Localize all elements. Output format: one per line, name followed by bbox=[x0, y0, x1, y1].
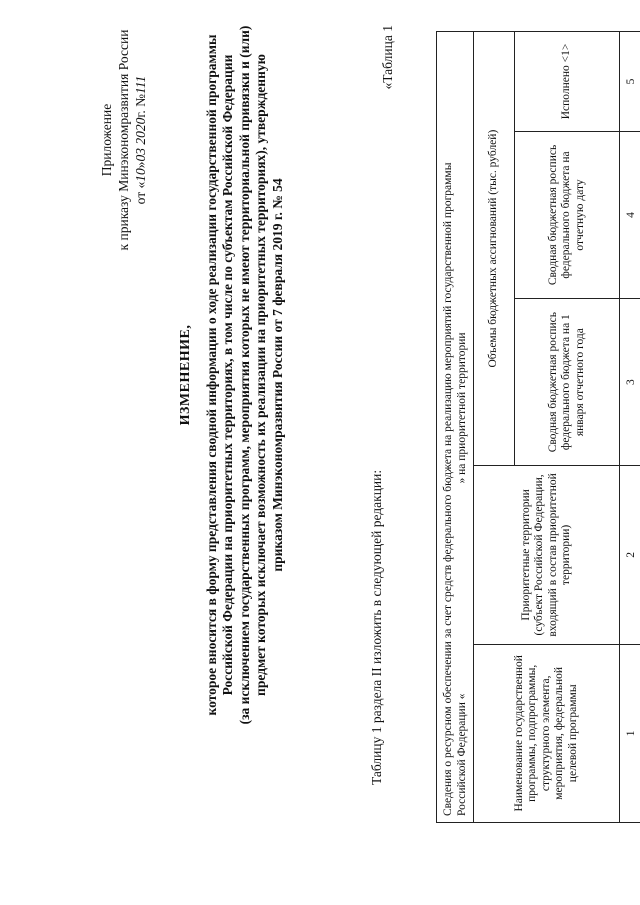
appendix-order-ref: к приказу Минэкономразвития России bbox=[116, 29, 131, 251]
heading-line: предмет которых исключает возможность их реализации на приоритетных территориях), утвержденную bbox=[253, 54, 268, 696]
header-priority-territory: Приоритетные территории (субъект Российской Федерации, входящий в состав приоритетной территории) bbox=[474, 466, 620, 644]
header-executed: Исполнено <1> bbox=[515, 32, 620, 132]
column-number: 1 bbox=[620, 644, 640, 822]
table-caption bbox=[437, 32, 474, 823]
heading-line: которое вносится в форму представления сводной информации о ходе реализации государственной программы bbox=[203, 34, 219, 716]
date-day: 10 bbox=[133, 168, 148, 182]
header-program-name: Наименование государственной программы, подпрограммы, структурного элемента, мероприятия, федеральной целевой программы bbox=[474, 644, 620, 822]
caption-line bbox=[455, 38, 469, 816]
appendix-block bbox=[98, 15, 149, 265]
column-number: 4 bbox=[620, 131, 640, 298]
heading-line: Российской Федерации на приоритетных территориях, в том числе по субъектам Российской Федерации bbox=[220, 54, 235, 696]
header-budget-volumes: Объемы бюджетных ассигнований (тыс. рублей) bbox=[474, 32, 515, 466]
date-mid: » bbox=[133, 161, 148, 169]
header-budget-jan1: Сводная бюджетная роспись федерального бюджета на 1 января отчетного года bbox=[515, 299, 620, 466]
table-caption-row bbox=[437, 32, 474, 823]
document-heading bbox=[178, 15, 286, 735]
table-header-row bbox=[474, 32, 515, 823]
date-prefix: от « bbox=[133, 181, 148, 205]
column-number: 3 bbox=[620, 299, 640, 466]
heading-line: приказом Минэкономразвития России от 7 февраля 2019 г. № 54 bbox=[269, 178, 285, 572]
date-suffix: г. № bbox=[133, 93, 148, 118]
appendix-date-line bbox=[132, 15, 149, 265]
heading-title: ИЗМЕНЕНИЕ, bbox=[178, 324, 193, 426]
column-number: 2 bbox=[620, 466, 640, 644]
heading-line: (за исключением государственных программ, мероприятия которых не имеют территориальной привязки и (или) bbox=[236, 25, 252, 725]
table-label: «Таблица 1 bbox=[380, 25, 395, 90]
header-budget-report-date: Сводная бюджетная роспись федерального бюджета на отчетную дату bbox=[515, 131, 620, 298]
caption-suffix: » на приоритетной территории bbox=[456, 332, 468, 484]
column-number: 5 bbox=[620, 32, 640, 132]
date-month: 03 2020 bbox=[133, 117, 148, 162]
appendix-title: Приложение bbox=[99, 103, 114, 177]
caption-prefix: Российской Федерации « bbox=[456, 693, 468, 816]
intro-text: Таблицу 1 раздела II изложить в следующей редакции: bbox=[369, 469, 384, 785]
order-number: 111 bbox=[133, 75, 148, 94]
table-number-row bbox=[620, 32, 640, 823]
resource-table bbox=[436, 31, 640, 823]
caption-line: Сведения о ресурсном обеспечении за счет средств федерального бюджета на реализацию мероприятий государственной программы bbox=[442, 162, 454, 816]
